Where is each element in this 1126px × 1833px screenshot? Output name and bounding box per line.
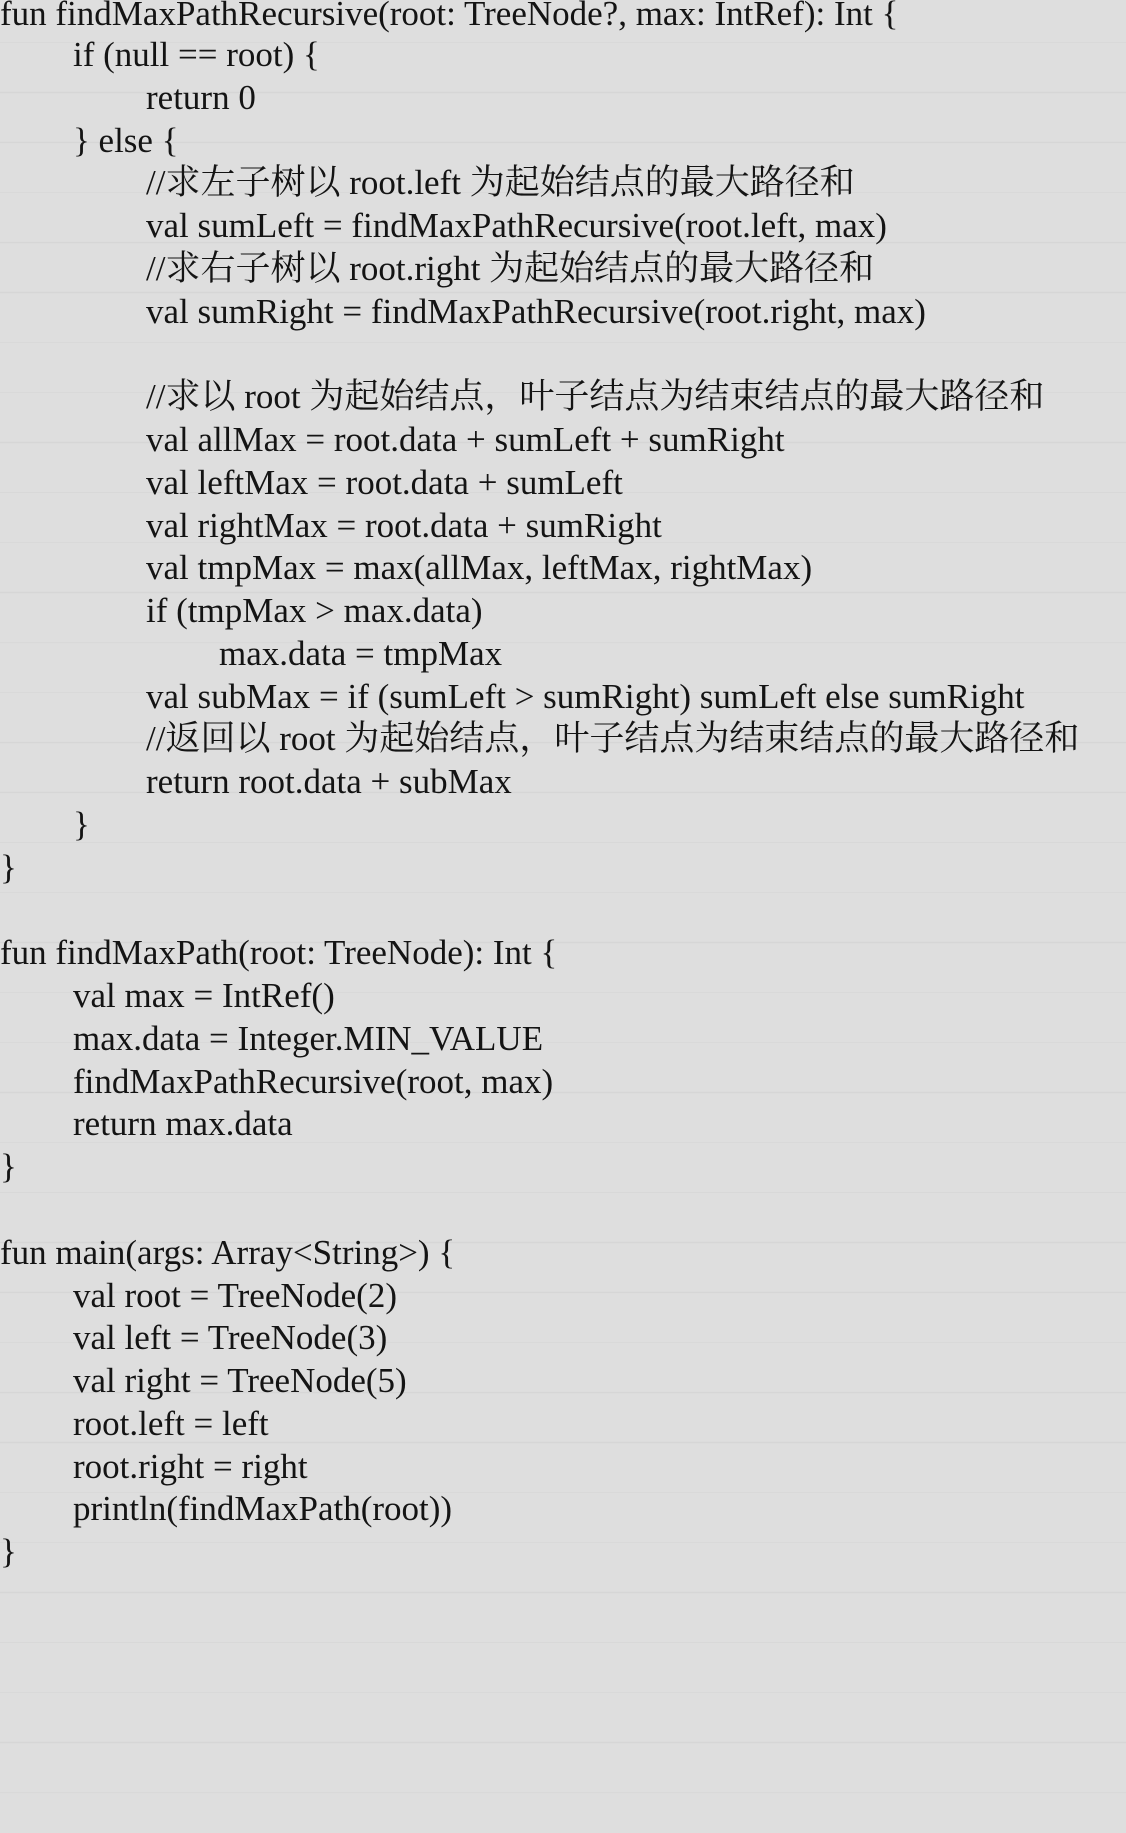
code-line-33: val right = TreeNode(5) bbox=[73, 1361, 407, 1400]
code-line-25: max.data = Integer.MIN_VALUE bbox=[73, 1019, 544, 1058]
code-line-26: findMaxPathRecursive(root, max) bbox=[73, 1062, 554, 1101]
code-line-34: root.left = left bbox=[73, 1404, 269, 1443]
code-line-10: //求以 root 为起始结点，叶子结点为结束结点的最大路径和 bbox=[146, 377, 1045, 416]
code-line-23: fun findMaxPath(root: TreeNode): Int { bbox=[0, 933, 558, 972]
code-line-12: val leftMax = root.data + sumLeft bbox=[146, 463, 623, 502]
code-line-28: } bbox=[0, 1147, 17, 1186]
code-line-35: root.right = right bbox=[73, 1447, 308, 1486]
code-line-3: return 0 bbox=[146, 78, 256, 117]
code-line-14: val tmpMax = max(allMax, leftMax, rightMax) bbox=[146, 548, 813, 587]
code-line-32: val left = TreeNode(3) bbox=[73, 1318, 388, 1357]
code-line-15: if (tmpMax > max.data) bbox=[146, 591, 483, 630]
code-line-11: val allMax = root.data + sumLeft + sumRight bbox=[146, 420, 785, 459]
code-line-4: } else { bbox=[73, 121, 179, 160]
code-line-16: max.data = tmpMax bbox=[219, 634, 503, 673]
code-line-17: val subMax = if (sumLeft > sumRight) sumLeft else sumRight bbox=[146, 677, 1025, 716]
code-line-6: val sumLeft = findMaxPathRecursive(root.left, max) bbox=[146, 206, 887, 245]
code-line-37: } bbox=[0, 1532, 17, 1571]
code-line-7: //求右子树以 root.right 为起始结点的最大路径和 bbox=[146, 249, 875, 288]
code-line-30: fun main(args: Array<String>) { bbox=[0, 1233, 456, 1272]
code-line-24: val max = IntRef() bbox=[73, 976, 335, 1015]
code-line-36: println(findMaxPath(root)) bbox=[73, 1489, 453, 1528]
code-line-20: } bbox=[73, 805, 90, 844]
code-line-19: return root.data + subMax bbox=[146, 762, 512, 801]
code-line-8: val sumRight = findMaxPathRecursive(root.right, max) bbox=[146, 292, 926, 331]
code-line-13: val rightMax = root.data + sumRight bbox=[146, 506, 662, 545]
code-line-5: //求左子树以 root.left 为起始结点的最大路径和 bbox=[146, 163, 855, 202]
code-line-18: //返回以 root 为起始结点，叶子结点为结束结点的最大路径和 bbox=[146, 719, 1080, 758]
code-line-2: if (null == root) { bbox=[73, 35, 320, 74]
code-line-21: } bbox=[0, 848, 17, 887]
code-line-27: return max.data bbox=[73, 1104, 293, 1143]
code-line-1: fun findMaxPathRecursive(root: TreeNode?, max: IntRef): Int { bbox=[0, 0, 899, 33]
code-line-31: val root = TreeNode(2) bbox=[73, 1276, 397, 1315]
